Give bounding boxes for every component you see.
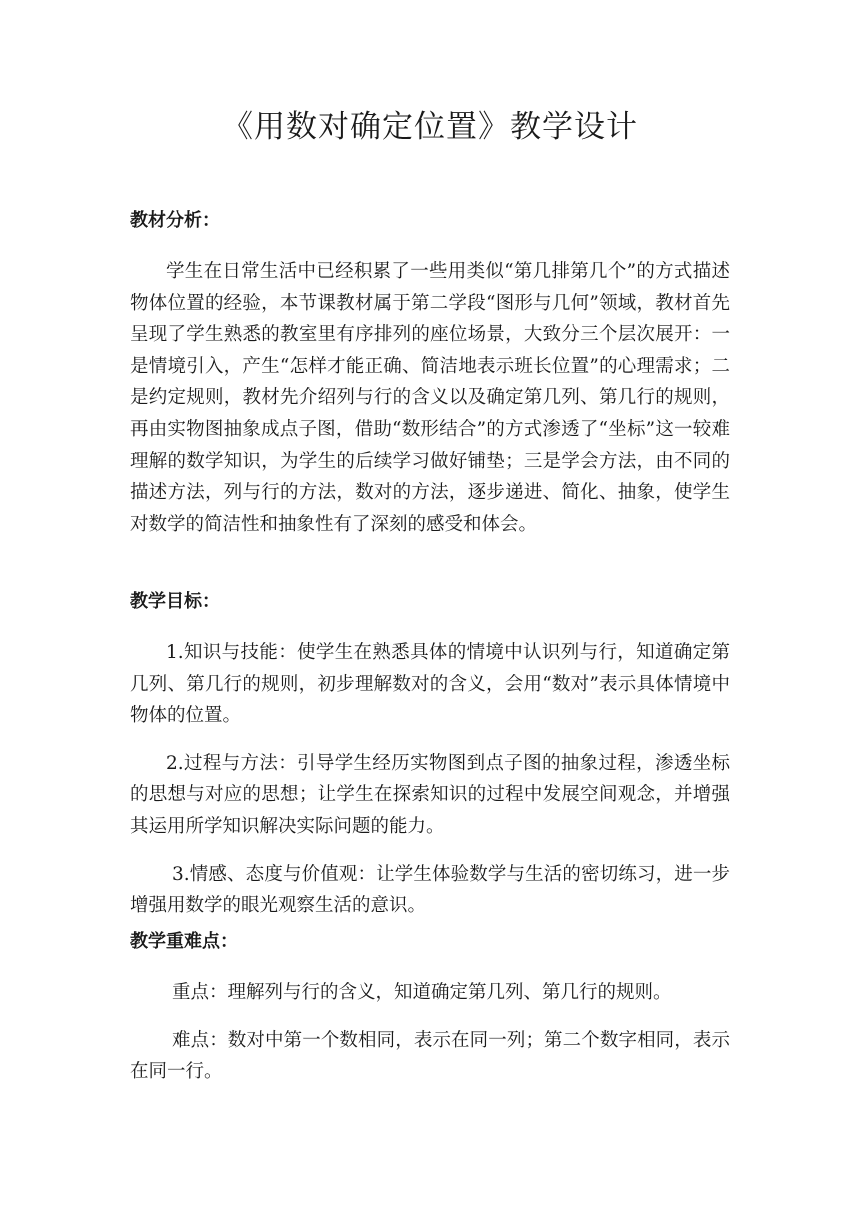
paragraph: 2.过程与方法：引导学生经历实物图到点子图的抽象过程，渗透坐标的思想与对应的思想；让学生在探索知识的过程中发展空间观念，并增强其运用所学知识解决实际问题的能力。 bbox=[130, 752, 730, 837]
paragraph: 难点：数对中第一个数相同，表示在同一列；第二个数字相同，表示在同一行。 bbox=[130, 1029, 730, 1083]
section-teaching-goals bbox=[130, 587, 730, 922]
section-key-points bbox=[130, 927, 730, 1088]
section-heading: 教学重难点： bbox=[130, 931, 238, 952]
section-material-analysis bbox=[130, 206, 730, 540]
section-heading: 教材分析： bbox=[130, 210, 220, 231]
section-heading: 教学目标： bbox=[130, 591, 220, 612]
paragraph: 1.知识与技能：使学生在熟悉具体的情境中认识列与行，知道确定第几列、第几行的规则，初步理解数对的含义，会用“数对”表示具体情境中物体的位置。 bbox=[130, 642, 730, 727]
paragraph: 学生在日常生活中已经积累了一些用类似“第几排第几个”的方式描述物体位置的经验，本节课教材属于第二学段“图形与几何”领域，教材首先呈现了学生熟悉的教室里有序排列的座位场景，大致分三个层次展开：一是情境引入，产生“怎样才能正确、简洁地表示班长位置”的心理需求；二是约定规则，教材先介绍列与行的含义以及确定第几列、第几行的规则，再由实物图抽象成点子图，借助“数形结合”的方式渗透了“坐标”这一较难理解的数学知识，为学生的后续学习做好铺垫；三是学会方法，由不同的描述方法，列与行的方法，数对的方法，逐步递进、简化、抽象，使学生对数学的简洁性和抽象性有了深刻的感受和体会。 bbox=[130, 261, 730, 535]
paragraph: 3.情感、态度与价值观：让学生体验数学与生活的密切练习，进一步增强用数学的眼光观察生活的意识。 bbox=[130, 863, 730, 917]
paragraph: 重点：理解列与行的含义，知道确定第几列、第几行的规则。 bbox=[172, 982, 672, 1003]
document-title: 《用数对确定位置》教学设计 bbox=[222, 109, 638, 145]
